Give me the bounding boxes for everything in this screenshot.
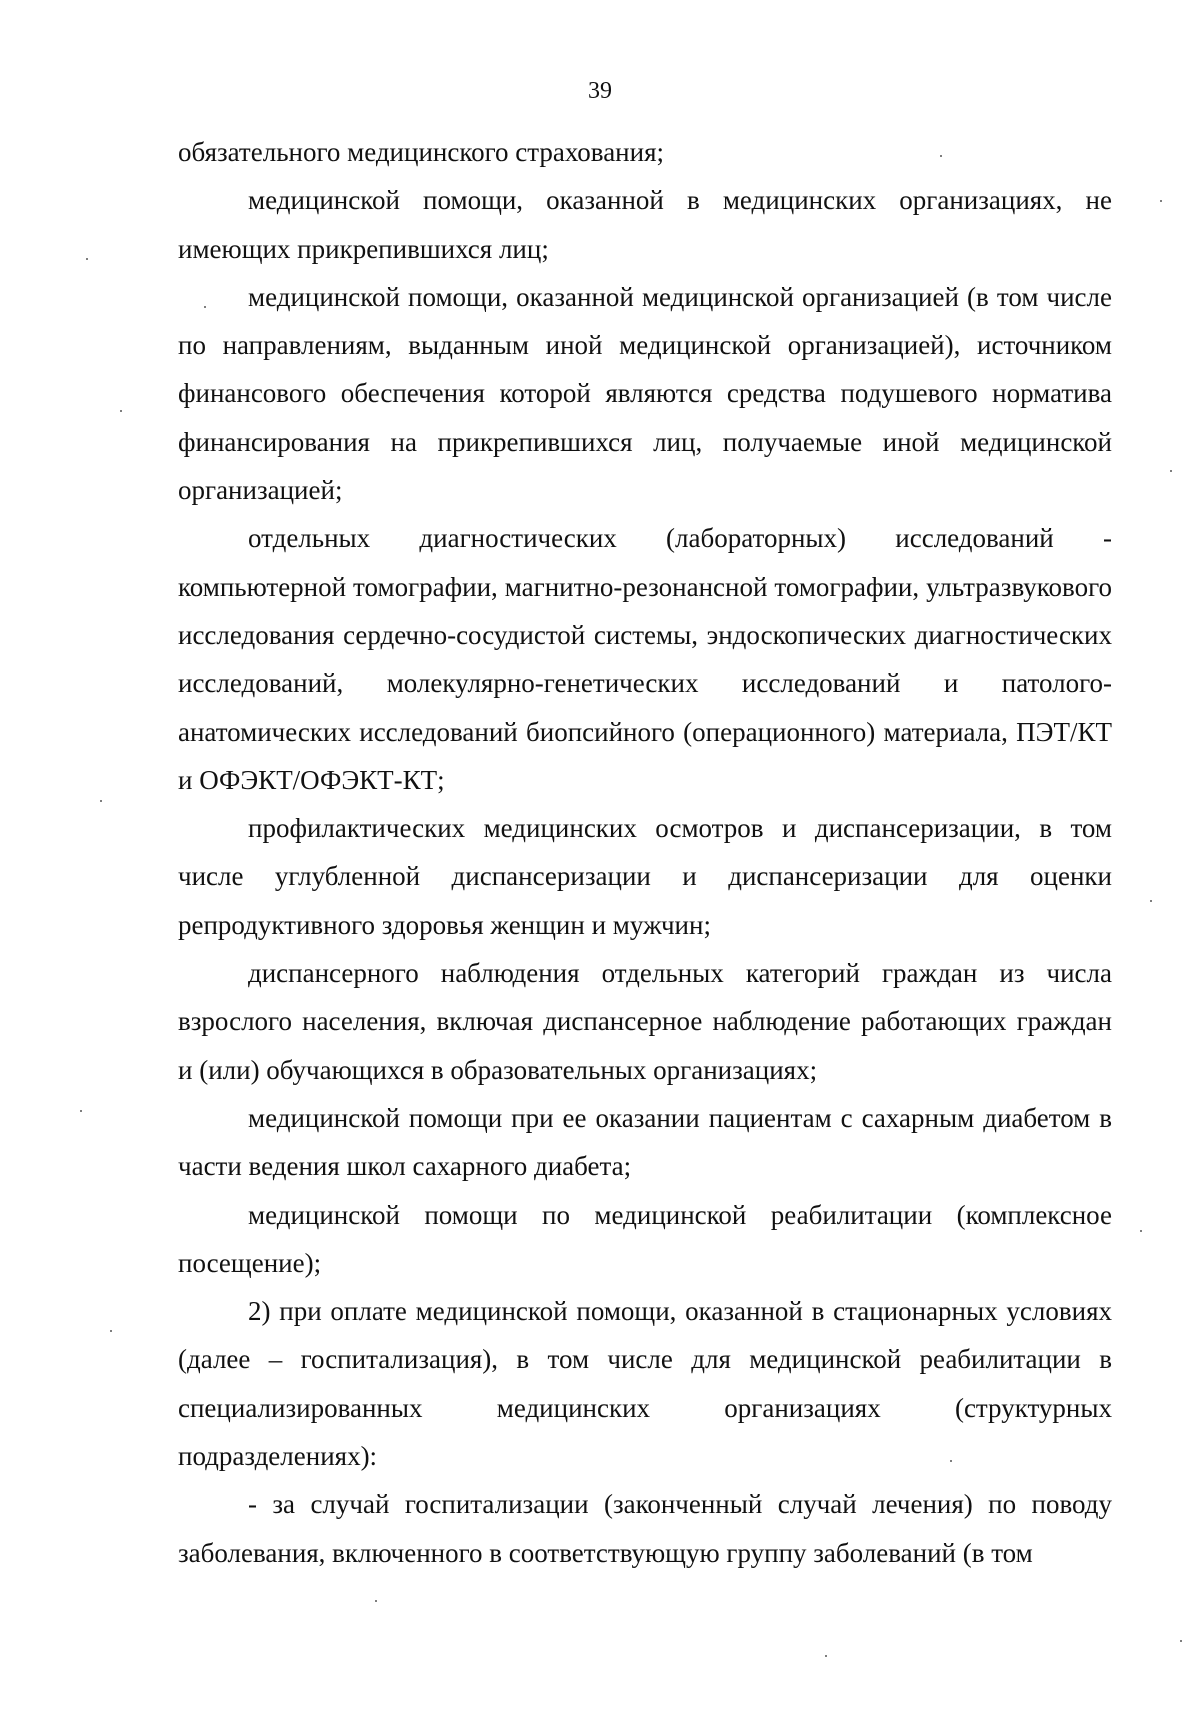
scan-speck [1140, 1230, 1142, 1232]
paragraph-9: 2) при оплате медицинской помощи, оказанной в стационарных условиях (далее – госпитализация), в том числе для медицинской реабилитации в специализированных медицинских организациях (структурных подразделениях): [178, 1296, 1112, 1472]
paragraph-3: медицинской помощи, оказанной медицинской организацией (в том числе по направлениям, выданным иной медицинской организацией), источником финансового обеспечения которой являются средства подушевого норматива финансирования на прикрепившихся лиц, получаемые иной медицинской организацией; [178, 281, 1112, 506]
paragraph-5: профилактических медицинских осмотров и диспансеризации, в том числе углубленной диспансеризации и диспансеризации для оценки репродуктивного здоровья женщин и мужчин; [178, 813, 1112, 940]
paragraph-6: диспансерного наблюдения отдельных категорий граждан из числа взрослого населения, включая диспансерное наблюдение работающих граждан и (или) обучающихся в образовательных организациях; [178, 958, 1112, 1085]
scan-speck [950, 1460, 952, 1462]
scan-speck [100, 800, 102, 802]
scan-speck [80, 1110, 82, 1112]
scan-speck [940, 155, 942, 157]
scan-speck [204, 306, 206, 308]
scan-speck [1170, 470, 1172, 472]
paragraph-7: медицинской помощи при ее оказании пациентам с сахарным диабетом в части ведения школ сахарного диабета; [178, 1102, 1112, 1182]
paragraph-1: обязательного медицинского страхования; [178, 137, 664, 167]
scan-speck [1160, 200, 1162, 202]
scan-speck [120, 410, 122, 412]
document-body [178, 128, 1112, 1577]
scan-speck [825, 1655, 827, 1657]
scan-speck [1180, 1640, 1182, 1642]
paragraph-8: медицинской помощи по медицинской реабилитации (комплексное посещение); [178, 1199, 1112, 1278]
paragraph-2: медицинской помощи, оказанной в медицинских организациях, не имеющих прикрепившихся лиц; [178, 185, 1112, 264]
scan-speck [86, 258, 88, 260]
scan-speck [375, 1600, 377, 1602]
page-number: 39 [588, 78, 612, 104]
paragraph-10: - за случай госпитализации (законченный случай лечения) по поводу заболевания, включенного в соответствующую группу заболеваний (в том [178, 1489, 1112, 1568]
paragraph-4: отдельных диагностических (лабораторных) исследований - компьютерной томографии, магнитно-резонансной томографии, ультразвукового исследования сердечно-сосудистой системы, эндоскопических диагностических исследований, молекулярно-генетических исследований и патолого-анатомических исследований биопсийного (операционного) материала, ПЭТ/КТ и ОФЭКТ/ОФЭКТ-КТ; [178, 523, 1112, 795]
scan-speck [1150, 900, 1152, 902]
scan-speck [110, 1330, 112, 1332]
